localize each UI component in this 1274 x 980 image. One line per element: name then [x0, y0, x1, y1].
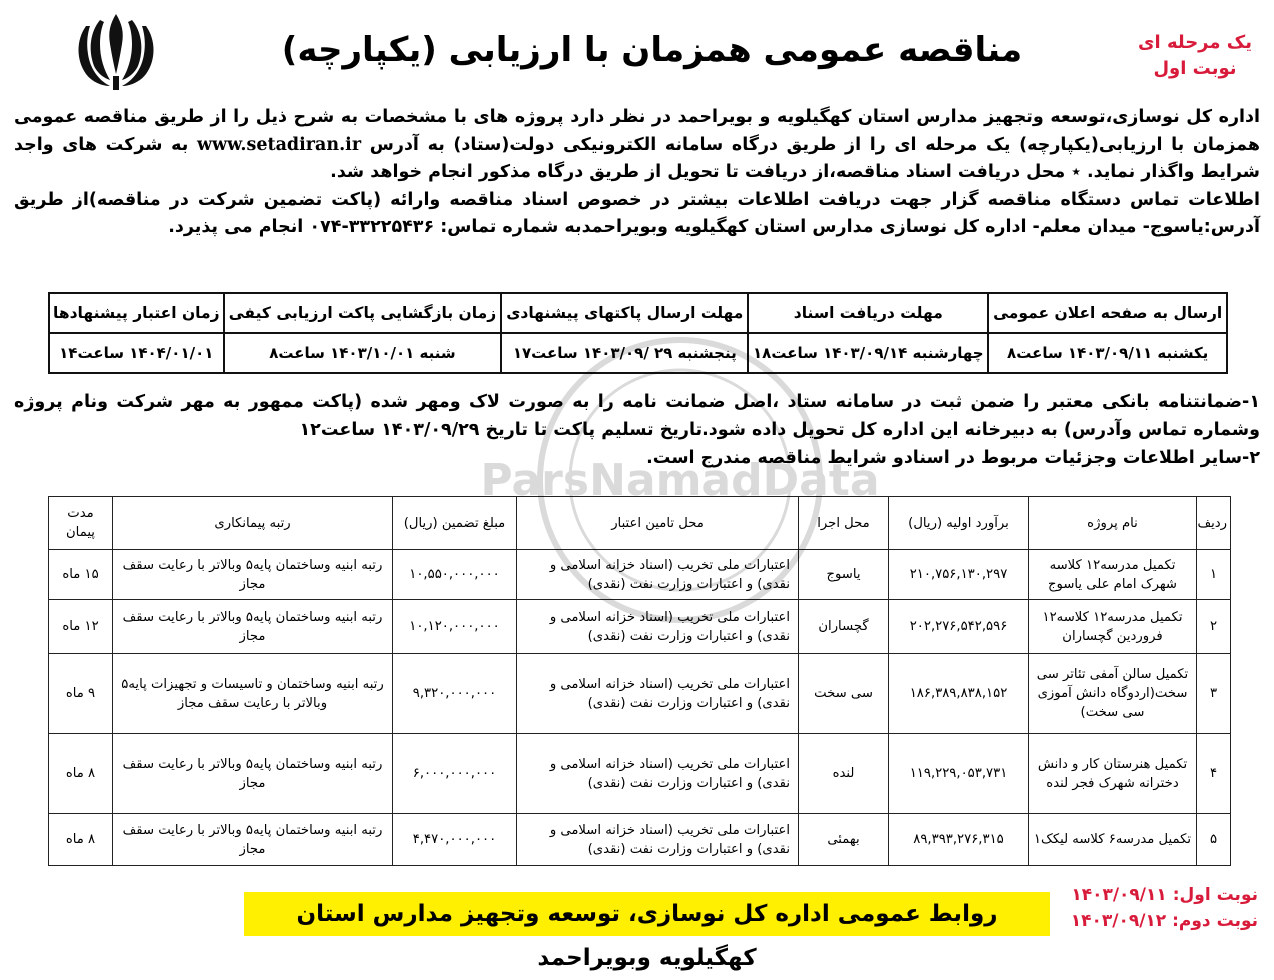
row-number: ۱	[1197, 550, 1231, 600]
grade: رتبه ابنیه وساختمان پایه۵ وبالاتر با رعایت سقف مجاز	[113, 734, 393, 814]
project-name: تکمیل هنرستان کار و دانش دخترانه شهرک فجر لنده	[1029, 734, 1197, 814]
estimate: ۱۸۶,۳۸۹,۸۳۸,۱۵۲	[889, 654, 1029, 734]
duration: ۸ ماه	[49, 734, 113, 814]
schedule-header-row	[49, 293, 1227, 333]
schedule-value: یکشنبه ۱۴۰۳/۰۹/۱۱ ساعت۸	[988, 333, 1227, 373]
funding: اعتبارات ملی تخریب (اسناد خزانه اسلامی و نقدی) و اعتبارات وزارت نفت (نقدی)	[517, 550, 799, 600]
duration: ۱۲ ماه	[49, 600, 113, 654]
note-2: ۲-سایر اطلاعات وجزئیات مربوط در اسنادو شرایط مناقصه مندرج است.	[646, 448, 1260, 468]
grade: رتبه ابنیه وساختمان و تاسیسات و تجهیزات پایه۵ وبالاتر با رعایت سقف مجاز	[113, 654, 393, 734]
location: لنده	[799, 734, 889, 814]
guarantee: ۱۰,۱۲۰,۰۰۰,۰۰۰	[393, 600, 517, 654]
badge-single-stage: یک مرحله ای	[1138, 32, 1252, 53]
schedule-value: شنبه ۱۴۰۳/۱۰/۰۱ ساعت۸	[224, 333, 502, 373]
project-name: تکمیل سالن آمفی تئاتر سی سخت(اردوگاه دانش آموزی سی سخت)	[1029, 654, 1197, 734]
iran-emblem-logo	[70, 10, 162, 92]
guarantee: ۴,۴۷۰,۰۰۰,۰۰۰	[393, 814, 517, 866]
funding: اعتبارات ملی تخریب (اسناد خزانه اسلامی و نقدی) و اعتبارات وزارت نفت (نقدی)	[517, 814, 799, 866]
guarantee: ۶,۰۰۰,۰۰۰,۰۰۰	[393, 734, 517, 814]
duration: ۱۵ ماه	[49, 550, 113, 600]
first-publication-label: نوبت اول:	[1172, 885, 1258, 905]
guarantee: ۹,۳۲۰,۰۰۰,۰۰۰	[393, 654, 517, 734]
grade: رتبه ابنیه وساختمان پایه۵ وبالاتر با رعایت سقف مجاز	[113, 814, 393, 866]
location: بهمئی	[799, 814, 889, 866]
intro-paragraph-2: اطلاعات تماس دستگاه مناقصه گزار جهت دریافت اطلاعات بیشتر در خصوص اسناد مناقصه وارائه (پاکت تضمین شرکت در مناقصه)از طریق آدرس:یاسوج- میدان معلم- اداره کل نوسازی مدارس استان کهگیلویه وبویراحمدبه شماره تماس: ۳۳۲۲۵۴۳۶-۰۷۴ انجام می پذیرد.	[14, 189, 1260, 237]
project-name: تکمیل مدرسه۱۲ کلاسه شهرک امام علی یاسوج	[1029, 550, 1197, 600]
first-publication	[1058, 882, 1258, 908]
project-name: تکمیل مدرسه۱۲ کلاسه۱۲ فروردین گچساران	[1029, 600, 1197, 654]
header-duration: مدت پیمان	[49, 497, 113, 550]
header-location: محل اجرا	[799, 497, 889, 550]
grade: رتبه ابنیه وساختمان پایه۵ وبالاتر با رعایت سقف مجاز	[113, 550, 393, 600]
intro-paragraph-1	[14, 104, 1260, 187]
schedule-header: مهلت ارسال پاکتهای پیشنهادی	[501, 293, 748, 333]
guarantee: ۱۰,۵۵۰,۰۰۰,۰۰۰	[393, 550, 517, 600]
footer	[0, 876, 1274, 971]
badge-first-round: نوبت اول	[1153, 58, 1237, 79]
intro-text-1a: اداره کل نوسازی،توسعه وتجهیز مدارس استان کهگیلویه و بویراحمد در نظر دارد پروژه های با مشخصات به شرح ذیل را از طریق مناقصه عمومی همزمان با ارزیابی(یکپارچه) یک مرحله ای را از طریق درگاه سامانه الکترونیکی دولت(ستاد) به آدرس	[14, 107, 1261, 155]
schedule-header: ارسال به صفحه اعلان عمومی	[988, 293, 1227, 333]
second-publication	[1058, 908, 1258, 934]
funding: اعتبارات ملی تخریب (اسناد خزانه اسلامی و نقدی) و اعتبارات وزارت نفت (نقدی)	[517, 600, 799, 654]
schedule-value: پنجشنبه ۲۹ /۱۴۰۳/۰۹ ساعت۱۷	[501, 333, 748, 373]
funding: اعتبارات ملی تخریب (اسناد خزانه اسلامی و نقدی) و اعتبارات وزارت نفت (نقدی)	[517, 734, 799, 814]
location: سی سخت	[799, 654, 889, 734]
header-guarantee: مبلغ تضمین (ریال)	[393, 497, 517, 550]
duration: ۹ ماه	[49, 654, 113, 734]
schedule-value-row	[49, 333, 1227, 373]
second-publication-label: نوبت دوم:	[1172, 911, 1258, 931]
project-name: تکمیل مدرسه۶ کلاسه لیکک۱	[1029, 814, 1197, 866]
schedule-header: زمان اعتبار پیشنهادها	[49, 293, 224, 333]
schedule-table	[48, 292, 1228, 374]
table-row	[49, 814, 1231, 866]
schedule-value: ۱۴۰۴/۰۱/۰۱ ساعت۱۴	[49, 333, 224, 373]
schedule-header: زمان بازگشایی پاکت ارزیابی کیفی	[224, 293, 502, 333]
estimate: ۲۰۲,۲۷۶,۵۴۲,۵۹۶	[889, 600, 1029, 654]
row-number: ۴	[1197, 734, 1231, 814]
second-publication-date: ۱۴۰۳/۰۹/۱۲	[1070, 911, 1167, 931]
location: گچساران	[799, 600, 889, 654]
page-title: مناقصه عمومی همزمان با ارزیابی (یکپارچه)	[281, 30, 1023, 70]
header-estimate: برآورد اولیه (ریال)	[889, 497, 1029, 550]
note-1: ۱-ضمانتنامه بانکی معتبر را ضمن ثبت در سامانه ستاد ،اصل ضمانت نامه را به صورت لاک ومهر شده (پاکت ممهور به مهر شرکت ونام پروژه وشماره تماس وآدرس) به دبیرخانه این اداره کل تحویل داده شود.تاریخ تسلیم پاکت تا تاریخ ۱۴۰۳/۰۹/۲۹ ساعت۱۲	[14, 392, 1260, 440]
schedule-value: چهارشنبه ۱۴۰۳/۰۹/۱۴ ساعت۱۸	[748, 333, 988, 373]
publisher-band: روابط عمومی اداره کل نوسازی، توسعه وتجهیز مدارس استان کهگیلویه وبویراحمد	[244, 892, 1050, 936]
header-project-name: نام پروژه	[1029, 497, 1197, 550]
watermark-text: ParsNamadData	[480, 455, 880, 506]
table-row	[49, 550, 1231, 600]
stage-badge	[1130, 30, 1260, 82]
projects-table	[48, 496, 1231, 866]
funding: اعتبارات ملی تخریب (اسناد خزانه اسلامی و نقدی) و اعتبارات وزارت نفت (نقدی)	[517, 654, 799, 734]
table-row	[49, 654, 1231, 734]
location: یاسوج	[799, 550, 889, 600]
header-funding: محل تامین اعتبار	[517, 497, 799, 550]
row-number: ۲	[1197, 600, 1231, 654]
grade: رتبه ابنیه وساختمان پایه۵ وبالاتر با رعایت سقف مجاز	[113, 600, 393, 654]
publication-dates	[1058, 882, 1258, 934]
duration: ۸ ماه	[49, 814, 113, 866]
table-row	[49, 734, 1231, 814]
estimate: ۲۱۰,۷۵۶,۱۳۰,۲۹۷	[889, 550, 1029, 600]
row-number: ۵	[1197, 814, 1231, 866]
header-row-number: ردیف	[1197, 497, 1231, 550]
intro-text-1b: به شرکت های واجد شرایط واگذار نماید. ٭ محل دریافت اسناد مناقصه،از دریافت تا تحویل از طریق درگاه مذکور انجام خواهد شد.	[14, 134, 1260, 182]
notes	[14, 388, 1260, 472]
estimate: ۸۹,۳۹۳,۲۷۶,۳۱۵	[889, 814, 1029, 866]
intro-text	[14, 104, 1260, 242]
estimate: ۱۱۹,۲۲۹,۰۵۳,۷۳۱	[889, 734, 1029, 814]
first-publication-date: ۱۴۰۳/۰۹/۱۱	[1071, 885, 1167, 905]
schedule-header: مهلت دریافت اسناد	[748, 293, 988, 333]
row-number: ۳	[1197, 654, 1231, 734]
projects-header-row	[49, 497, 1231, 550]
header-grade: رتبه پیمانکاری	[113, 497, 393, 550]
website-link[interactable]: www.setadiran.ir	[196, 134, 362, 155]
table-row	[49, 600, 1231, 654]
